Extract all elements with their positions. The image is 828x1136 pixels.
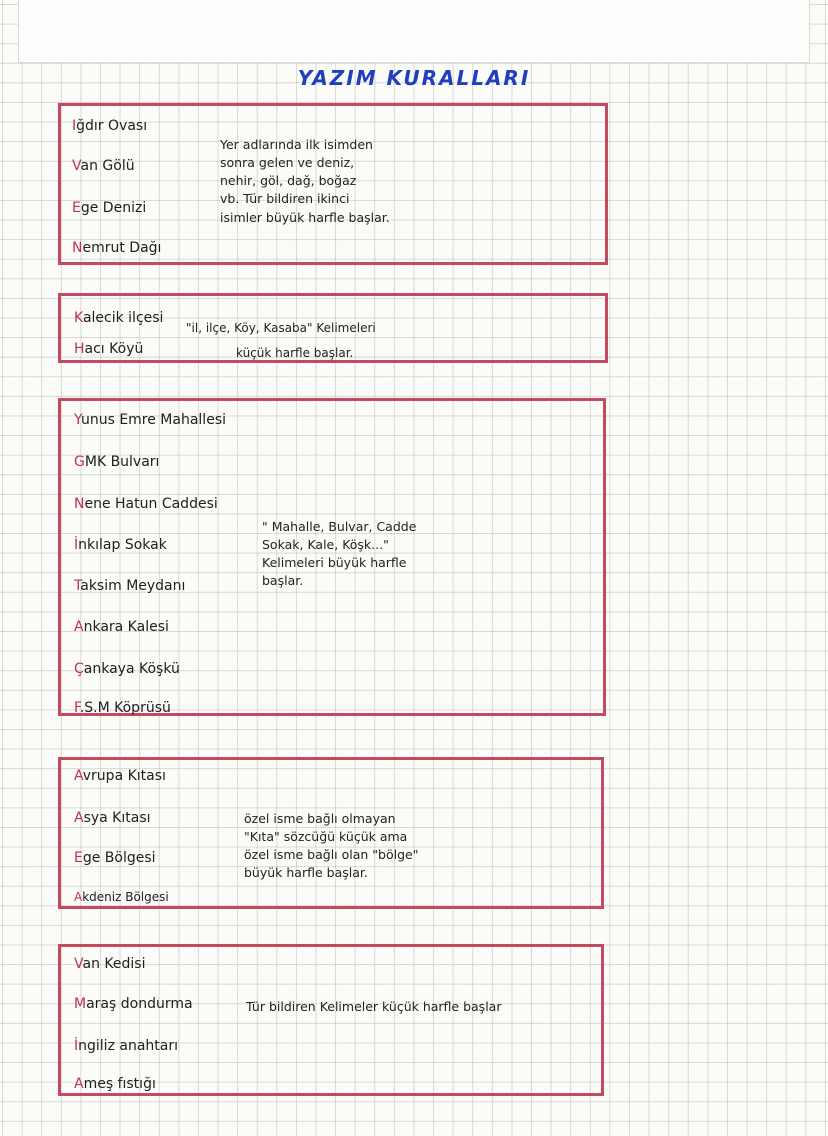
example-item: Asya Kıtası xyxy=(74,810,151,826)
example-item: Iğdır Ovası xyxy=(72,118,148,134)
example-item: Akdeniz Bölgesi xyxy=(74,890,169,904)
example-item: Van Gölü xyxy=(72,158,135,174)
example-item: Ankara Kalesi xyxy=(74,619,169,635)
example-item: Çankaya Köşkü xyxy=(74,661,180,677)
example-item: Avrupa Kıtası xyxy=(74,768,166,784)
example-item: Nemrut Dağı xyxy=(72,240,162,256)
example-item: Taksim Meydanı xyxy=(74,578,186,594)
example-item: Van Kedisi xyxy=(74,956,146,972)
page-header-strip xyxy=(18,0,810,63)
example-item: Maraş dondurma xyxy=(74,996,193,1012)
example-item: Yunus Emre Mahallesi xyxy=(74,412,226,428)
example-item: İngiliz anahtarı xyxy=(74,1038,178,1054)
rule-text: özel isme bağlı olmayan "Kıta" sözcüğü küçük ama özel isme bağlı olan "bölge" büyük harfle başlar. xyxy=(244,811,419,881)
example-item: Hacı Köyü xyxy=(74,341,144,357)
example-item: İnkılap Sokak xyxy=(74,537,167,553)
rule-text: Tür bildiren Kelimeler küçük harfle başlar xyxy=(246,999,502,1014)
example-item: Ameş fıstığı xyxy=(74,1076,156,1092)
rule-text: " Mahalle, Bulvar, Cadde Sokak, Kale, Köşk..." Kelimeleri büyük harfle başlar. xyxy=(262,519,417,589)
example-item: Nene Hatun Caddesi xyxy=(74,496,218,512)
example-item: Ege Bölgesi xyxy=(74,850,156,866)
page-title: YAZIM KURALLARI xyxy=(297,66,531,90)
example-item: F.S.M Köprüsü xyxy=(74,700,171,716)
example-item: GMK Bulvarı xyxy=(74,454,160,470)
rule-text: Yer adlarında ilk isimden sonra gelen ve deniz, nehir, göl, dağ, boğaz vb. Tür bildiren ikinci isimler büyük harfle başlar. xyxy=(220,137,390,225)
rule-text: "il, ilçe, Köy, Kasaba" Kelimeleri küçük harfle başlar. xyxy=(186,321,376,361)
example-item: Kalecik ilçesi xyxy=(74,310,164,326)
example-item: Ege Denizi xyxy=(72,200,147,216)
